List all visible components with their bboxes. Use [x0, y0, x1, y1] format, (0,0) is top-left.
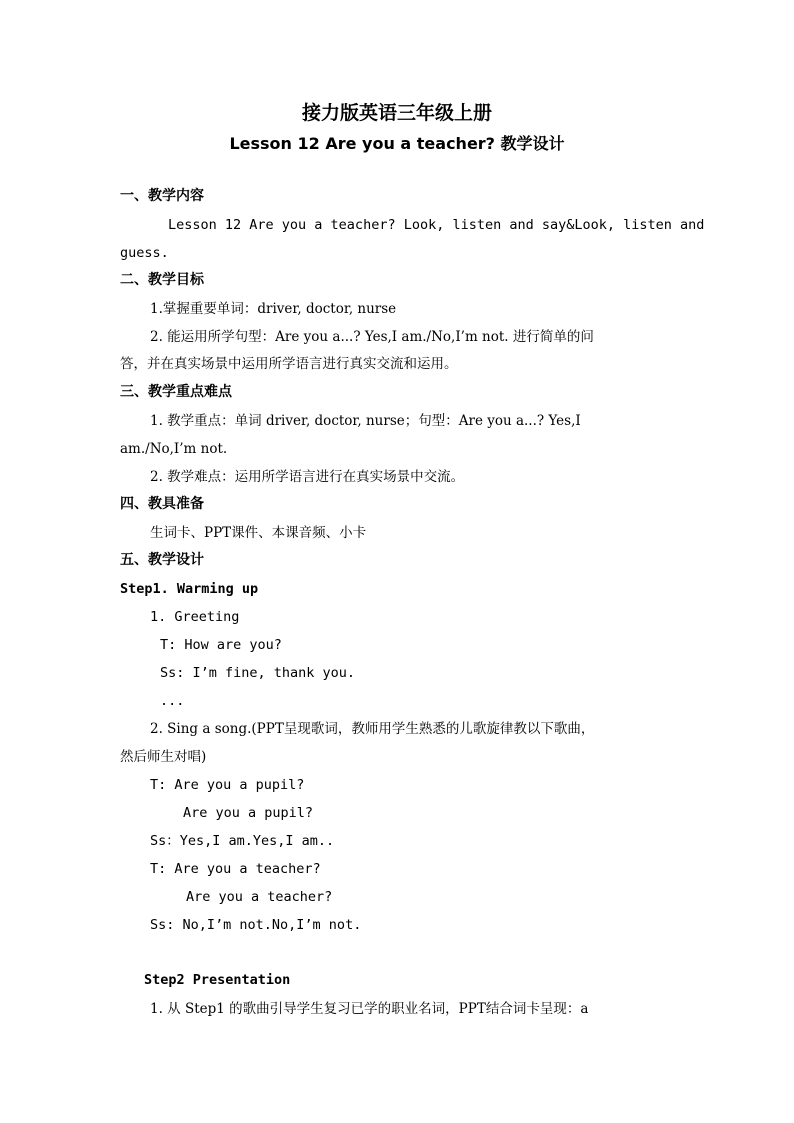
step1-title: Step1. Warming up — [120, 581, 259, 597]
song-teacher-line-1-repeat: Are you a pupil? — [183, 805, 314, 821]
document-subtitle: Lesson 12 Are you a teacher? 教学设计 — [229, 134, 565, 153]
song-teacher-line-1: T: Are you a pupil? — [150, 777, 305, 793]
goals-item-2-line2: 答，并在真实场景中运用所学语言进行真实交流和运用。 — [120, 356, 458, 372]
goals-item-2-line1: 2. 能运用所学句型：Are you a...? Yes,I am./No,I’m not. 进行简单的问 — [150, 329, 594, 345]
section-heading-content: 一、教学内容 — [120, 188, 204, 204]
song-teacher-line-2-repeat: Are you a teacher? — [186, 889, 333, 905]
step1-teacher-line: T: How are you? — [160, 637, 282, 653]
section-heading-design: 五、教学设计 — [120, 552, 204, 568]
materials-text: 生词卡、PPT课件、本课音频、小卡 — [150, 525, 367, 541]
content-text-line2: guess. — [120, 245, 169, 261]
step2-title: Step2 Presentation — [144, 972, 291, 988]
document-title: 接力版英语三年级上册 — [301, 102, 492, 124]
key-points-item-1-line1: 1. 教学重点：单词 driver, doctor, nurse；句型：Are you a...? Yes,I — [150, 413, 581, 429]
step1-greeting: 1. Greeting — [150, 609, 240, 625]
section-heading-goals: 二、教学目标 — [120, 272, 204, 288]
song-teacher-line-2: T: Are you a teacher? — [150, 861, 321, 877]
step2-item-1: 1. 从 Step1 的歌曲引导学生复习已学的职业名词，PPT结合词卡呈现：a — [150, 1001, 589, 1017]
song-students-line-2: Ss: No,I’m not.No,I’m not. — [150, 917, 362, 933]
step1-students-line: Ss: I’m fine, thank you. — [160, 665, 356, 681]
step1-song-line1: 2. Sing a song.(PPT呈现歌词，教师用学生熟悉的儿歌旋律教以下歌曲， — [150, 721, 595, 737]
key-points-item-1-line2: am./No,I’m not. — [120, 441, 228, 457]
goals-item-1: 1.掌握重要单词：driver, doctor, nurse — [150, 301, 397, 317]
content-text-line1: Lesson 12 Are you a teacher? Look, listen and say&Look, listen and — [168, 217, 705, 233]
song-students-line-1: Ss：Yes,I am.Yes,I am.. — [150, 833, 335, 849]
section-heading-key-points: 三、教学重点难点 — [120, 384, 232, 400]
section-heading-materials: 四、教具准备 — [120, 496, 204, 512]
step1-ellipsis: ... — [160, 693, 185, 709]
step1-song-line2: 然后师生对唱) — [120, 749, 207, 765]
key-points-item-2: 2. 教学难点：运用所学语言进行在真实场景中交流。 — [150, 469, 465, 485]
